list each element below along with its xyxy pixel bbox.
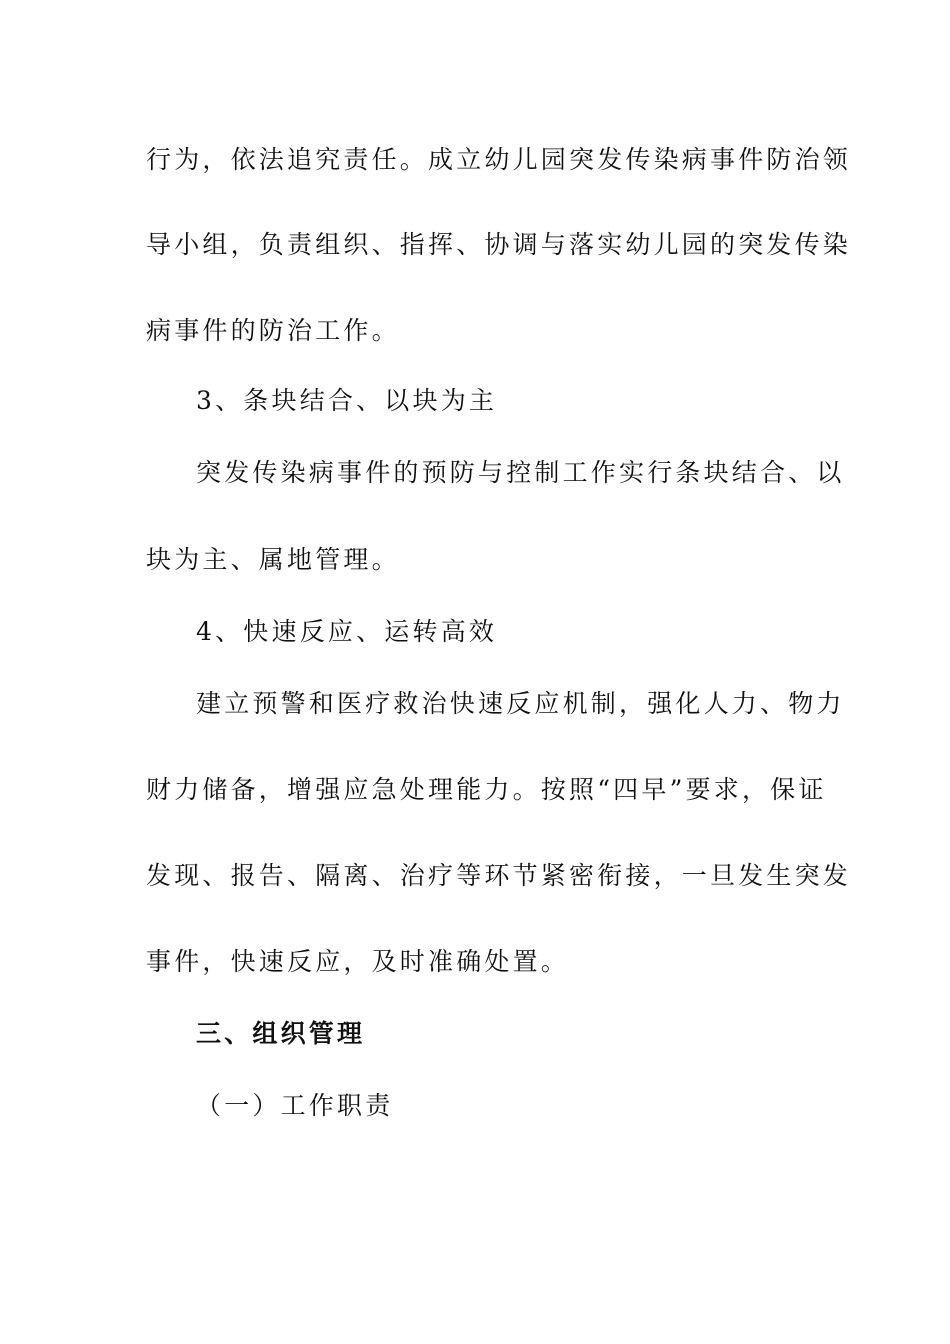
subsection-heading: （一）工作职责	[196, 1091, 394, 1120]
paragraph-line-8: 发现、报告、隔离、治疗等环节紧密衔接，一旦发生突发	[146, 861, 852, 890]
paragraph-line-2: 导小组，负责组织、指挥、协调与落实幼儿园的突发传染	[146, 230, 852, 259]
paragraph-line-1: 行为，依法追究责任。成立幼儿园突发传染病事件防治领	[146, 145, 852, 174]
paragraph-line-4: 突发传染病事件的预防与控制工作实行条块结合、以	[196, 458, 845, 487]
section-heading-3: 3、条块结合、以块为主	[196, 386, 498, 415]
section-heading-4: 4、快速反应、运转高效	[196, 617, 498, 646]
paragraph-line-5: 块为主、属地管理。	[146, 545, 400, 574]
chapter-heading: 三、组织管理	[196, 1019, 366, 1048]
paragraph-line-3: 病事件的防治工作。	[146, 316, 400, 345]
paragraph-line-9: 事件，快速反应，及时准确处置。	[146, 947, 570, 976]
paragraph-line-7: 财力储备，增强应急处理能力。按照“四早”要求，保证	[146, 775, 827, 804]
paragraph-line-6: 建立预警和医疗救治快速反应机制，强化人力、物力	[196, 689, 845, 718]
